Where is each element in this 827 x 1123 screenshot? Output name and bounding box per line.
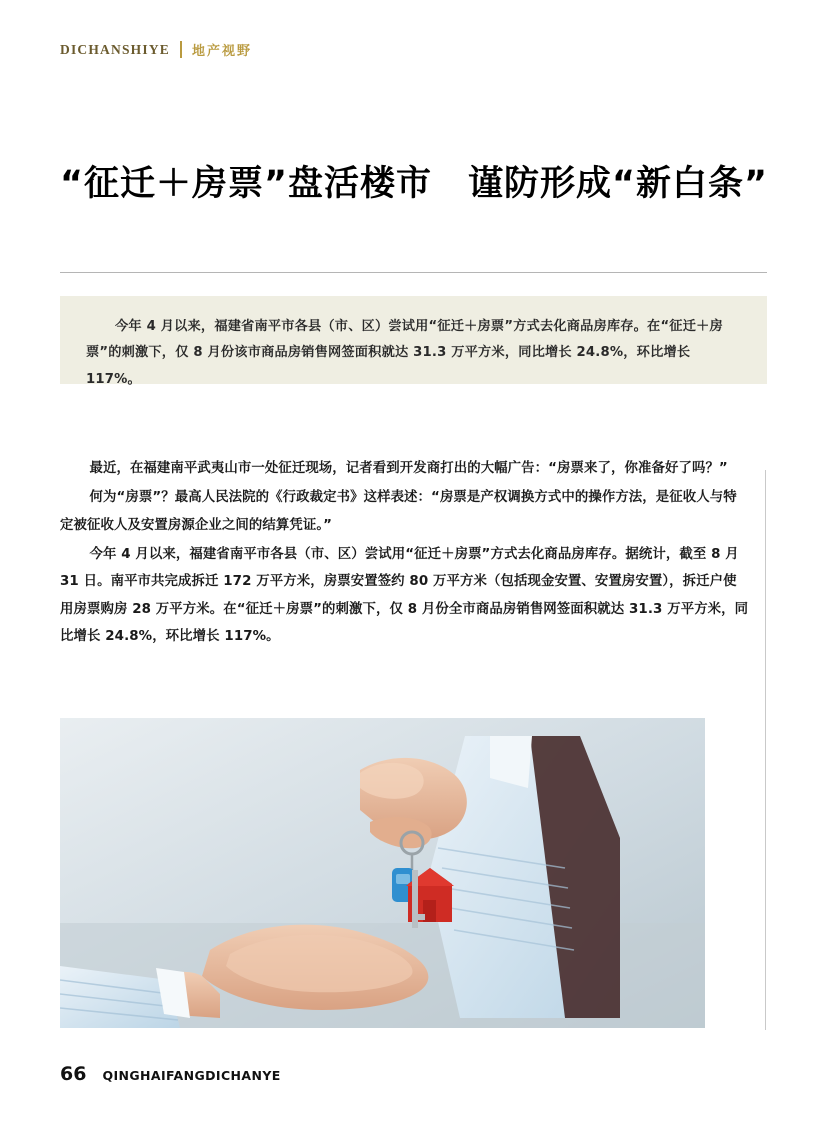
article-body (60, 455, 750, 652)
header-latin-label: DICHANSHIYE (60, 41, 170, 57)
hand-holding-keys-illustration (60, 718, 705, 1028)
article-lead-box (60, 296, 767, 387)
article-paragraph: 何为“房票”？最高人民法院的《行政裁定书》这样表述：“房票是产权调换方式中的操作方法，是征收人与特定被征收人及安置房源企业之间的结算凭证。” (60, 490, 737, 533)
page-number: 66 (60, 1063, 87, 1085)
header-section-label: 地产视野 (191, 44, 252, 59)
header-divider-icon (180, 41, 182, 58)
publication-name: QINGHAIFANGDICHANYE (102, 1068, 281, 1083)
article-lead-text: 今年 4 月以来，福建省南平市各县（市、区）尝试用“征迁＋房票”方式去化商品房库存。在“征迁＋房票”的刺激下，仅 8 月份该市商品房销售网签面积就达 31.3 万平方米，同比增长 24.8%，环比增长 117%。 (86, 319, 723, 387)
page-title: “征迁＋房票”盘活楼市 谨防形成“新白条” (60, 164, 769, 205)
article-paragraph: 今年 4 月以来，福建省南平市各县（市、区）尝试用“征迁＋房票”方式去化商品房库存。据统计，截至 8 月 31 日。南平市共完成拆迁 172 万平方米，房票安置签约 80 万平方米（包括现金安置、安置房安置），拆迁户使用房票购房 28 万平方米。在“征迁＋房票”的刺激下，仅 8 月份全市商品房销售网签面积就达 31.3 万平方米，同比增长 24.8%，环比增长 117%。 (60, 547, 749, 645)
page-header (60, 40, 252, 59)
article-photo (60, 718, 705, 1028)
title-divider (60, 272, 767, 273)
column-divider (765, 470, 766, 1030)
article-paragraph: 最近，在福建南平武夷山市一处征迁现场，记者看到开发商打出的大幅广告：“房票来了，你准备好了吗？” (89, 461, 728, 476)
page-footer (60, 1063, 281, 1085)
